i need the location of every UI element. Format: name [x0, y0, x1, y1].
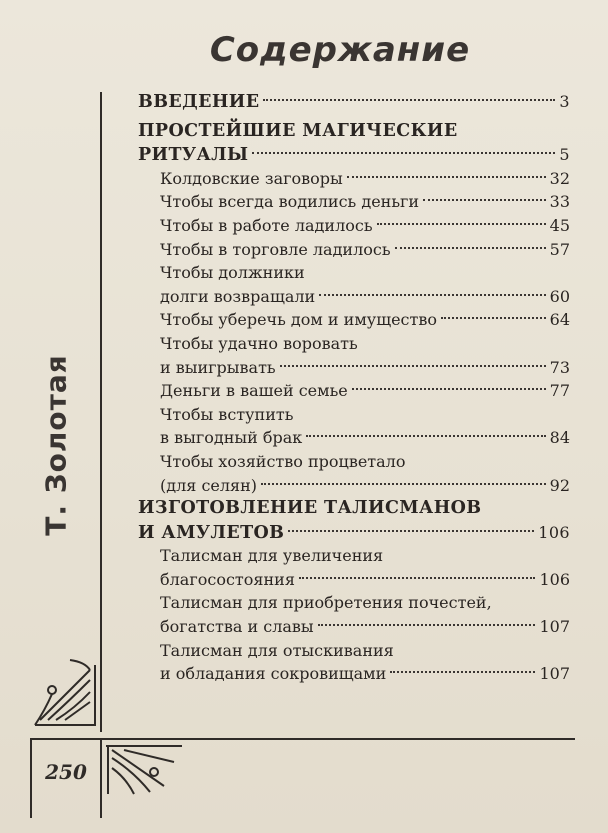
toc-entry-title: Талисман для увеличения: [160, 546, 384, 566]
toc-entry-line: [138, 568, 570, 592]
footer-separator: [100, 738, 102, 818]
page-number: 250: [45, 760, 87, 784]
dot-leader: [306, 435, 545, 437]
toc-entry-title: Талисман для отыскивания: [160, 640, 394, 660]
toc-entry-line: [138, 474, 570, 498]
dot-leader: [261, 483, 546, 485]
toc-entry-line: [138, 591, 570, 615]
toc-entry-line: [138, 639, 570, 663]
toc-page-number: 84: [549, 428, 570, 448]
toc-entry-line: [138, 238, 570, 262]
dot-leader: [347, 176, 546, 178]
dot-leader: [280, 365, 546, 367]
toc-entry-title: ИЗГОТОВЛЕНИЕ ТАЛИСМАНОВ: [138, 498, 482, 519]
toc-entry-line: [138, 261, 570, 285]
toc-section-line: [138, 521, 570, 545]
dot-leader: [390, 671, 535, 673]
toc-entry-title: и обладания сокровищами: [160, 664, 387, 684]
toc-page-number: 107: [539, 664, 570, 684]
toc-entry-line: [138, 450, 570, 474]
toc-page-number: 32: [549, 168, 570, 188]
toc-entry-title: Талисман для приобретения почестей,: [160, 593, 492, 613]
toc-entry-title: Чтобы вступить: [160, 404, 294, 424]
toc-page-number: 92: [549, 475, 570, 495]
toc-page-number: 106: [538, 522, 570, 542]
dot-leader: [252, 152, 555, 154]
dot-leader: [423, 199, 546, 201]
toc-entry-title: благосостояния: [160, 569, 295, 589]
toc-entry-line: [138, 308, 570, 332]
toc-page-number: 33: [549, 192, 570, 212]
toc-entry-title: Чтобы в торговле ладилось: [160, 239, 391, 259]
toc-entry-line: [138, 544, 570, 568]
table-of-contents: [138, 90, 570, 686]
toc-page-number: 57: [549, 239, 570, 259]
toc-entry-line: [138, 214, 570, 238]
toc-page-number: 106: [539, 569, 570, 589]
toc-entry-title: богатства и славы: [160, 617, 314, 637]
page-title: Содержание: [209, 30, 471, 70]
toc-entry-line: [138, 615, 570, 639]
toc-page-number: 3: [559, 92, 570, 111]
toc-entry-title: и выигрывать: [160, 357, 276, 377]
toc-page-number: 73: [549, 357, 570, 377]
toc-entry-line: [138, 662, 570, 686]
toc-entry-line: [138, 403, 570, 427]
toc-entry-title: И АМУЛЕТОВ: [138, 522, 285, 543]
dot-leader: [318, 624, 536, 626]
toc-entry-title: долги возвращали: [160, 286, 316, 306]
dot-leader: [441, 317, 546, 319]
toc-entry-title: ПРОСТЕЙШИЕ МАГИЧЕСКИЕ: [138, 120, 458, 141]
toc-entry-title: в выгодный брак: [160, 428, 303, 448]
toc-entry-line: [138, 426, 570, 450]
toc-section-line: [138, 120, 570, 144]
toc-entry-title: Чтобы уберечь дом и имущество: [160, 310, 437, 330]
toc-entry-title: Колдовские заговоры: [160, 168, 343, 188]
footer-rule: [30, 738, 575, 740]
toc-entry-line: [138, 379, 570, 403]
toc-entry-title: РИТУАЛЫ: [138, 145, 249, 166]
dot-leader: [352, 388, 546, 390]
toc-entry-line: [138, 190, 570, 214]
dot-leader: [288, 530, 534, 532]
toc-entry-title: Чтобы всегда водились деньги: [160, 192, 420, 212]
toc-entry-line: [138, 285, 570, 309]
toc-section-line: [138, 90, 570, 114]
toc-page-number: 107: [539, 617, 570, 637]
dot-leader: [395, 247, 546, 249]
toc-page-number: 60: [549, 286, 570, 306]
spine-author-text: Т. Золотая: [39, 354, 73, 536]
toc-page-number: 5: [559, 145, 570, 165]
toc-page-number: 77: [549, 381, 570, 401]
toc-entry-title: Чтобы удачно воровать: [160, 333, 358, 353]
toc-page-number: 64: [549, 310, 570, 330]
corner-ornament-icon: [30, 640, 100, 730]
toc-page-number: 45: [549, 215, 570, 235]
toc-entry-title: Чтобы должники: [160, 263, 305, 283]
toc-entry-title: Деньги в вашей семье: [160, 381, 348, 401]
toc-entry-title: ВВЕДЕНИЕ: [138, 92, 260, 112]
toc-entry-line: [138, 167, 570, 191]
toc-entry-title: (для селян): [160, 475, 258, 495]
toc-section-line: [138, 497, 570, 521]
toc-entry-line: [138, 356, 570, 380]
dot-leader: [263, 99, 555, 101]
toc-section-line: [138, 143, 570, 167]
spine-author: [36, 325, 76, 565]
footer-left-rule: [30, 738, 32, 818]
toc-entry-title: Чтобы в работе ладилось: [160, 215, 373, 235]
footer-ornament-icon: [104, 742, 184, 798]
toc-entry-title: Чтобы хозяйство процветало: [160, 451, 406, 471]
toc-entry-line: [138, 332, 570, 356]
dot-leader: [299, 577, 536, 579]
margin-rule: [100, 92, 102, 732]
dot-leader: [377, 223, 546, 225]
dot-leader: [319, 294, 545, 296]
